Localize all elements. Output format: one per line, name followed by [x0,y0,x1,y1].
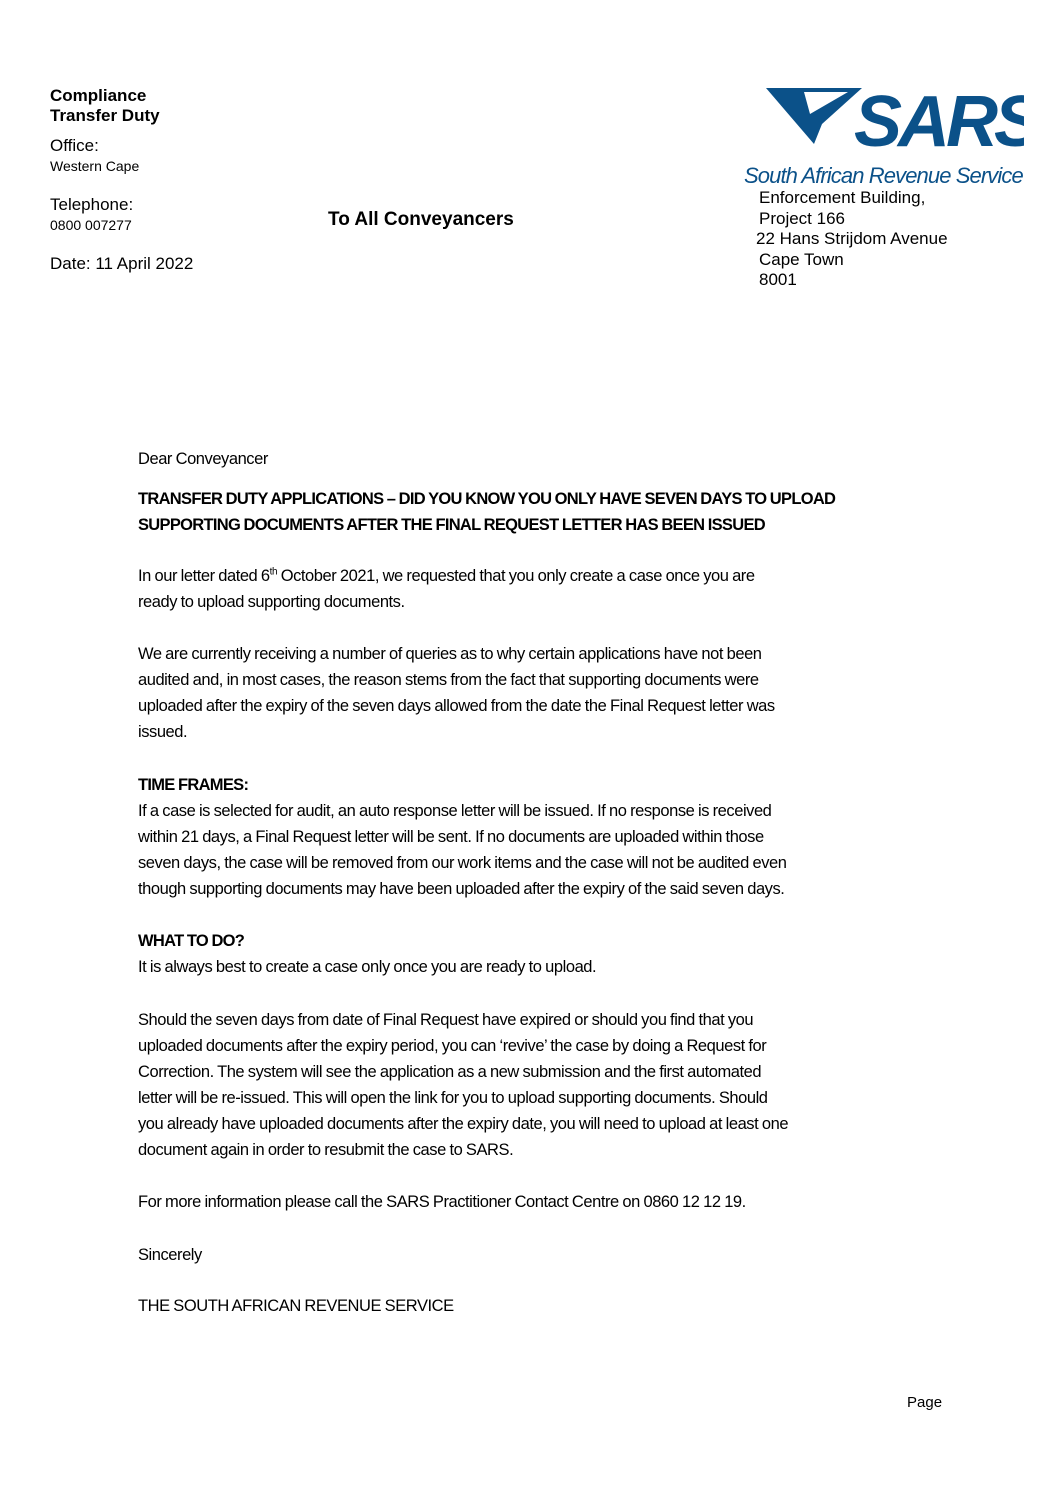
signatory: THE SOUTH AFRICAN REVENUE SERVICE [138,1297,454,1315]
subject-line: SUPPORTING DOCUMENTS AFTER THE FINAL REQUEST LETTER HAS BEEN ISSUED [138,516,765,534]
sender-block [50,86,193,274]
address-block [756,188,948,291]
address-line: Enforcement Building, [759,188,926,207]
paragraph-line: It is always best to create a case only once you are ready to upload. [138,958,597,976]
paragraph-line: audited and, in most cases, the reason stems from the fact that supporting documents were [138,671,759,689]
paragraph-line: seven days, the case will be removed from our work items and the case will not be audited even [138,854,787,872]
address-line: Project 166 [759,208,845,228]
paragraph-line: within 21 days, a Final Request letter will be sent. If no documents are uploaded within those [138,828,764,846]
telephone: 0800 007277 [50,217,132,233]
paragraph-line: In our letter dated 6th October 2021, we requested that you only create a case once you are [138,566,755,585]
paragraph-line: you already have uploaded documents after the expiry date, you will need to upload at least one [138,1115,789,1133]
time-frames-section [138,772,786,902]
paragraph-2 [138,641,775,745]
paragraph-line: We are currently receiving a number of queries as to why certain applications have not been [138,645,762,663]
unit: Transfer Duty [50,106,160,125]
paragraph-line: Correction. The system will see the application as a new submission and the first automated [138,1063,762,1081]
address-line: 22 Hans Strijdom Avenue [756,229,948,248]
address-line: Cape Town [759,249,844,269]
addressee: To All Conveyancers [328,209,514,230]
paragraph-line: Should the seven days from date of Final Request have expired or should you find that you [138,1011,754,1029]
address-line: 8001 [759,270,797,289]
subject-line: TRANSFER DUTY APPLICATIONS – DID YOU KNOW YOU ONLY HAVE SEVEN DAYS TO UPLOAD [138,490,836,508]
page-label: Page [907,1394,943,1411]
subject-heading [138,486,835,538]
paragraph-line: issued. [138,723,188,741]
contact-info: For more information please call the SARS Practitioner Contact Centre on 0860 12 12 19. [138,1193,746,1211]
office-label: Office: [50,136,99,155]
department: Compliance [50,86,147,105]
what-to-do-section [138,928,596,980]
paragraph-line: ready to upload supporting documents. [138,593,405,611]
section-heading: WHAT TO DO? [138,932,245,950]
sars-logo [744,84,1024,188]
salutation: Dear Conveyancer [138,450,268,468]
paragraph-1 [138,563,755,615]
svg-text:SARS: SARS [854,84,1024,154]
closing: Sincerely [138,1246,202,1264]
date: Date: 11 April 2022 [50,254,194,273]
sars-logo-mark [744,84,1024,154]
paragraph-line: uploaded documents after the expiry period, you can ‘revive’ the case by doing a Request for [138,1037,767,1055]
section-heading: TIME FRAMES: [138,776,249,794]
paragraph-line: letter will be re-issued. This will open the link for you to upload supporting documents. Should [138,1089,768,1107]
office: Western Cape [50,158,140,174]
paragraph-line: If a case is selected for audit, an auto response letter will be issued. If no response is received [138,802,772,820]
paragraph-line: document again in order to resubmit the case to SARS. [138,1141,514,1159]
paragraph-3 [138,1007,788,1163]
sars-tagline: South African Revenue Service [744,163,1023,188]
paragraph-line: though supporting documents may have been uploaded after the expiry of the said seven days. [138,880,785,898]
telephone-label: Telephone: [50,195,134,214]
paragraph-line: uploaded after the expiry of the seven days allowed from the date the Final Request letter was [138,697,775,715]
